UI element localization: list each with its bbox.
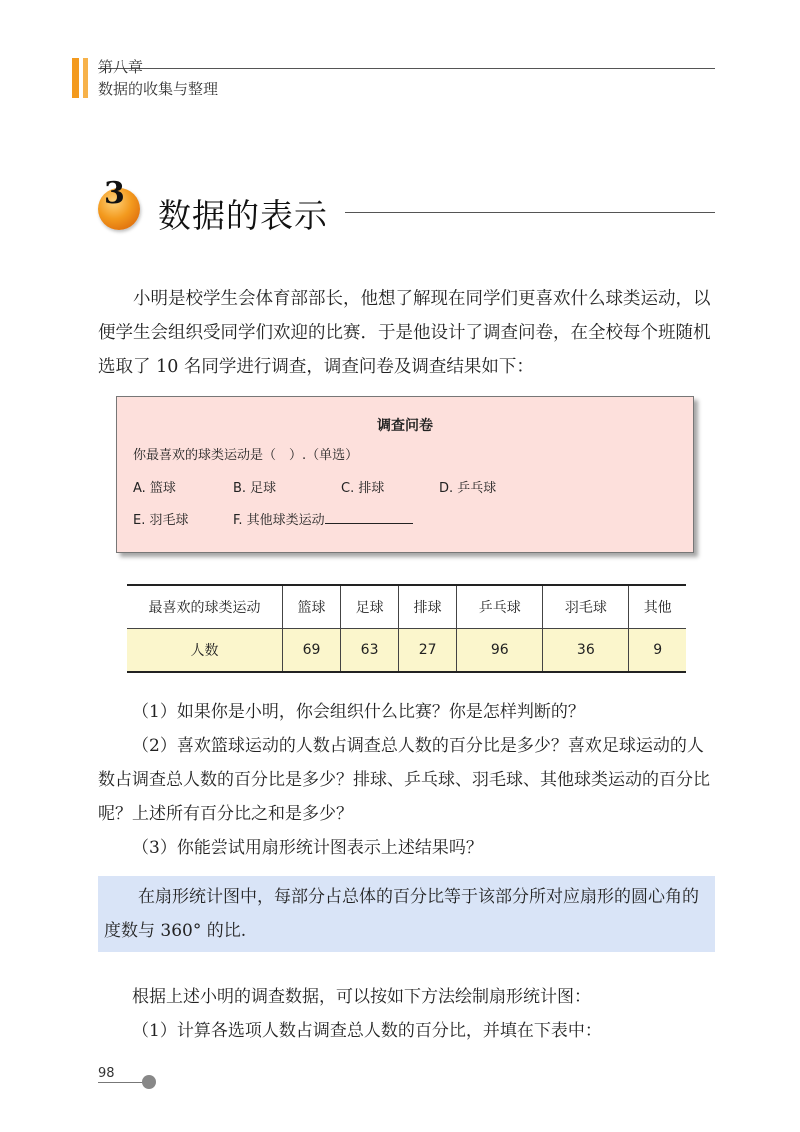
- table-count-cell: 63: [341, 629, 399, 673]
- page-number: 98: [98, 1066, 115, 1081]
- table-category-cell: 其他: [629, 585, 686, 629]
- page-number-rule: [98, 1082, 148, 1083]
- survey-card: [116, 396, 694, 553]
- table-header-row: [127, 585, 686, 629]
- intro-paragraph: 小明是校学生会体育部部长，他想了解现在同学们更喜欢什么球类运动，以便学生会组织受同学们欢迎的比赛．于是他设计了调查问卷，在全校每个班随机选取了 10 名同学进行调查，调查问卷及调查结果如下：: [98, 289, 711, 377]
- survey-option-d: D. 乒乓球: [439, 481, 497, 496]
- section-title: 数据的表示: [158, 196, 328, 235]
- survey-option-e: E. 羽毛球: [133, 513, 189, 528]
- question-3: （3）你能尝试用扇形统计图表示上述结果吗？: [132, 838, 483, 858]
- survey-option-b: B. 足球: [233, 481, 277, 496]
- survey-question: 你最喜欢的球类运动是（ ）.（单选）: [133, 448, 359, 463]
- table-count-cell: 27: [399, 629, 457, 673]
- survey-title: 调查问卷: [377, 418, 433, 434]
- note-text: 在扇形统计图中，每部分占总体的百分比等于该部分所对应扇形的圆心角的度数与 360° 的比.: [104, 887, 699, 941]
- page-dot-icon: [142, 1075, 156, 1089]
- survey-option-a: A. 篮球: [133, 481, 176, 496]
- section-title-rule: [345, 212, 715, 213]
- table-count-cell: 9: [629, 629, 686, 673]
- step-1: （1）计算各选项人数占调查总人数的百分比，并填在下表中：: [132, 1021, 602, 1041]
- table-header-label: 最喜欢的球类运动: [127, 585, 283, 629]
- table-category-cell: 排球: [399, 585, 457, 629]
- table-count-cell: 69: [283, 629, 341, 673]
- header-rule: [98, 68, 715, 69]
- question-2: （2）喜欢篮球运动的人数占调查总人数的百分比是多少？喜欢足球运动的人数占调查总人数的百分比是多少？排球、乒乓球、羽毛球、其他球类运动的百分比呢？上述所有百分比之和是多少？: [98, 736, 710, 824]
- survey-option-f-label: F. 其他球类运动: [233, 513, 325, 528]
- table-row-label: 人数: [127, 629, 283, 673]
- table-category-cell: 乒乓球: [457, 585, 543, 629]
- table-category-cell: 足球: [341, 585, 399, 629]
- survey-option-f: [233, 509, 413, 528]
- section-number: 3: [104, 176, 125, 211]
- method-intro: 根据上述小明的调查数据，可以按如下方法绘制扇形统计图：: [132, 987, 591, 1007]
- chapter-title: 数据的收集与整理: [98, 80, 219, 98]
- table-count-cell: 96: [457, 629, 543, 673]
- survey-option-c: C. 排球: [341, 481, 385, 496]
- chapter-label: 第八章: [98, 58, 144, 76]
- header-accent-bar-light: [83, 58, 88, 98]
- table-count-cell: 36: [543, 629, 629, 673]
- results-table: [127, 584, 686, 673]
- table-row: [127, 629, 686, 673]
- question-1: （1）如果你是小明，你会组织什么比赛？你是怎样判断的？: [132, 702, 585, 722]
- table-category-cell: 羽毛球: [543, 585, 629, 629]
- header-accent-bar: [72, 58, 79, 98]
- answer-blank-line: [325, 511, 413, 524]
- table-category-cell: 篮球: [283, 585, 341, 629]
